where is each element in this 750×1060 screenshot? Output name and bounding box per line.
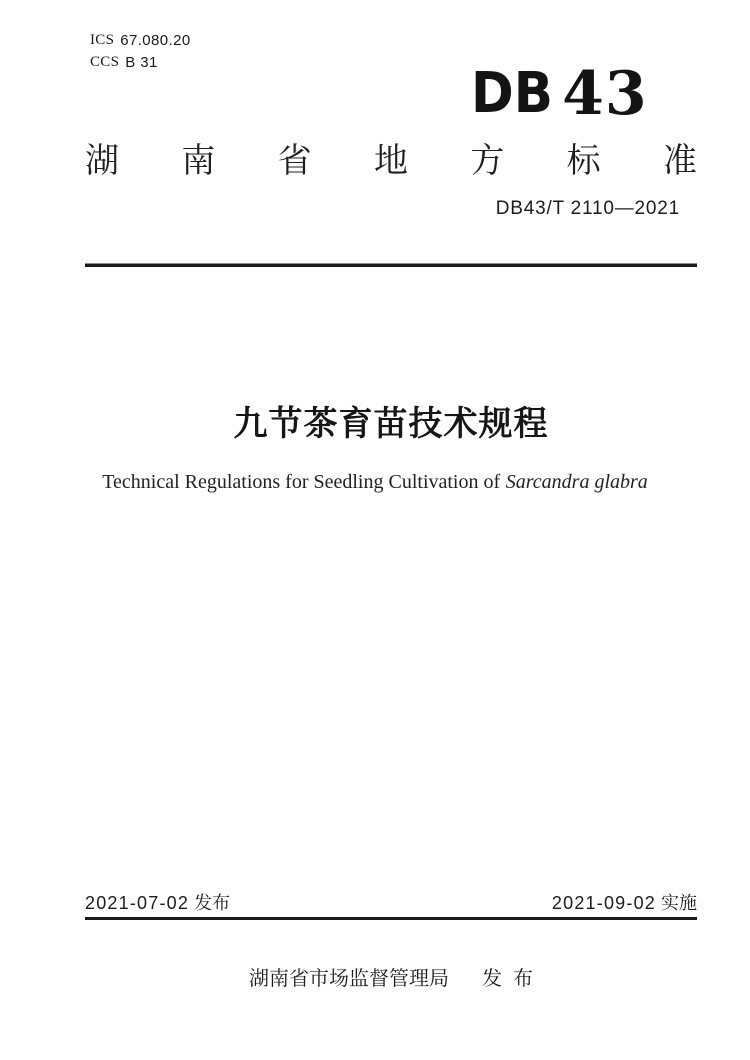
implementation-label: 实施 [661,893,697,913]
ccs-code-line [90,52,191,74]
classification-codes [90,30,191,73]
standard-type-char: 方 [470,142,505,180]
implementation-date-group [552,893,697,913]
ics-code-line [90,30,191,52]
document-title-en-text: Technical Regulations for Seedling Cultivation of [102,471,501,493]
db-logo-region-number: 43 [562,59,648,129]
standard-type-char: 省 [277,142,312,180]
species-name: Sarcandra glabra [505,471,648,493]
publisher-line [85,966,697,992]
issue-label: 发布 [194,893,231,913]
document-title-cn: 九节茶育苗技术规程 [233,405,549,443]
ccs-value: B 31 [125,53,158,71]
standard-type-char: 地 [373,142,408,180]
standard-type-char: 准 [662,142,697,180]
standard-code: DB43/T 2110—2021 [495,198,680,219]
publisher-name: 湖南省市场监督管理局 [249,968,449,990]
dates-row [85,893,697,913]
issue-date: 2021-07-02 [85,893,190,913]
standard-type-char: 标 [566,142,601,180]
db-logo-letters: DB [471,61,554,126]
db43-logo [471,59,648,129]
document-title-en [40,470,710,494]
standard-type-char: 湖 [85,142,119,180]
footer-rule [85,917,697,920]
publish-action-label: 发布 [482,968,544,990]
issue-date-group [85,893,230,913]
ccs-label: CCS [90,53,120,70]
standard-type-title [85,142,697,180]
ics-value: 67.080.20 [120,32,191,49]
standard-type-char: 南 [181,142,216,180]
implementation-date: 2021-09-02 [551,893,656,913]
ics-label: ICS [90,32,115,48]
header-rule [85,264,697,267]
